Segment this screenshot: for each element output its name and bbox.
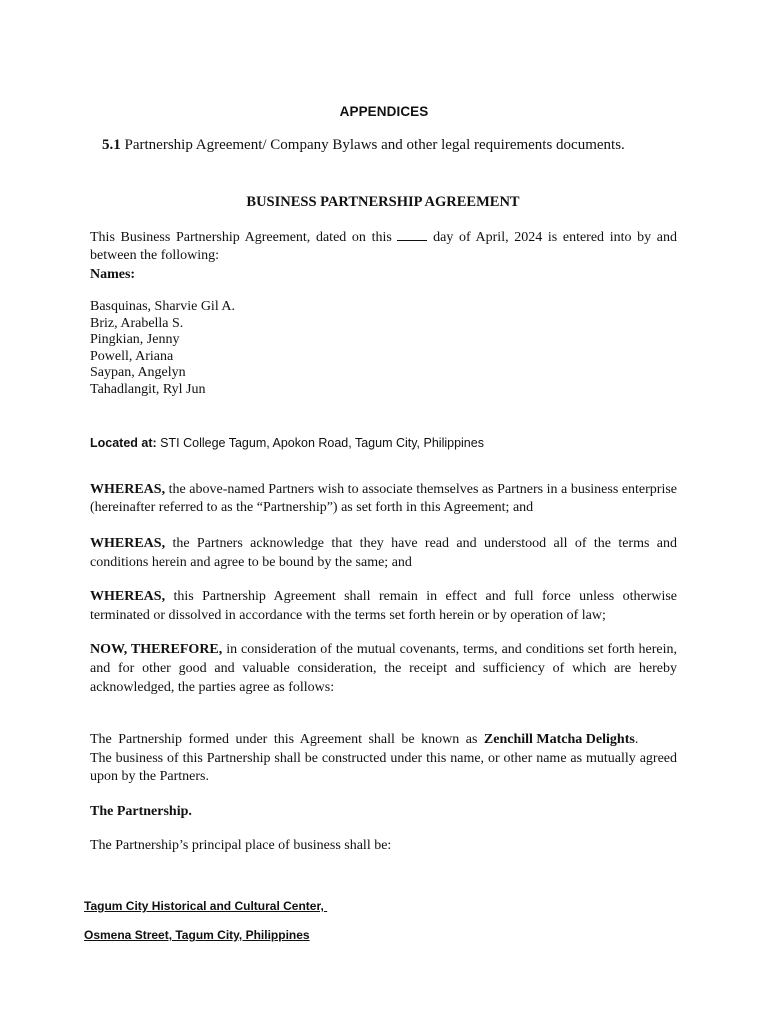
whereas-text: this Partnership Agreement shall remain in effect and full force unless otherwise terminated or dissolved in accordance with the terms set forth herein or by operation of law; <box>90 589 677 623</box>
whereas-text: the above-named Partners wish to associate themselves as Partners in a business enterprise (hereinafter referred to as the “Partnership”) as set forth in this Agreement; and <box>90 482 678 515</box>
located-value: STI College Tagum, Apokon Road, Tagum City, Philippines <box>160 436 484 450</box>
whereas-lead: WHEREAS, <box>90 536 166 551</box>
address-line-1: Tagum City Historical and Cultural Center, <box>84 899 328 913</box>
therefore-paragraph <box>90 640 677 697</box>
location-line <box>90 435 484 451</box>
names-label: Names: <box>90 267 136 282</box>
intro-after-blank: day of April, 2024 is entered into by and between the following: <box>90 230 677 263</box>
business-name: Zenchill Matcha Delights <box>483 732 635 747</box>
name-clause-before: The Partnership formed under this Agreement shall be known as <box>90 732 478 747</box>
intro-before-blank: This Business Partnership Agreement, dated on this <box>90 230 392 245</box>
list-item: Pingkian, Jenny <box>90 332 180 347</box>
whereas-paragraph-1 <box>90 481 677 517</box>
list-item: Basquinas, Sharvie Gil A. <box>90 299 236 314</box>
whereas-paragraph-2 <box>90 534 677 572</box>
partnership-name-clause <box>90 731 677 787</box>
appendix-section-line <box>102 136 625 154</box>
section-text: Partnership Agreement/ Company Bylaws and other legal requirements documents. <box>124 137 625 153</box>
list-item: Saypan, Angelyn <box>90 365 186 380</box>
names-list <box>90 299 235 398</box>
appendices-title: APPENDICES <box>339 104 429 119</box>
principal-place-text: The Partnership’s principal place of business shall be: <box>90 838 392 853</box>
therefore-text: in consideration of the mutual covenants, terms, and conditions set forth herein, and for other good and valuable consideration, the receipt and sufficiency of which are hereby acknowledged, the parties agree as follows: <box>90 642 677 695</box>
list-item: Tahadlangit, Ryl Jun <box>90 381 206 397</box>
name-clause-first-line <box>90 731 677 750</box>
list-item: Briz, Arabella S. <box>90 315 184 331</box>
whereas-paragraph-3 <box>90 587 677 625</box>
therefore-lead: NOW, THEREFORE, <box>90 642 223 657</box>
list-item: Powell, Ariana <box>90 348 174 364</box>
address-line-2: Osmena Street, Tagum City, Philippines <box>84 928 310 942</box>
name-clause-second: The business of this Partnership shall be constructed under this name, or other name as mutually agreed upon by the Partners. <box>90 750 677 784</box>
whereas-lead: WHEREAS, <box>90 589 166 604</box>
located-label: Located at: <box>90 436 157 450</box>
name-clause-after: . <box>634 732 639 747</box>
date-blank-line <box>397 229 427 241</box>
section-number: 5.1 <box>102 137 121 153</box>
intro-paragraph <box>90 229 677 265</box>
agreement-title: BUSINESS PARTNERSHIP AGREEMENT <box>246 194 520 210</box>
partnership-heading: The Partnership. <box>90 804 192 819</box>
whereas-text: the Partners acknowledge that they have read and understood all of the terms and conditions herein and agree to be bound by the same; and <box>90 536 678 570</box>
whereas-lead: WHEREAS, <box>90 482 166 497</box>
